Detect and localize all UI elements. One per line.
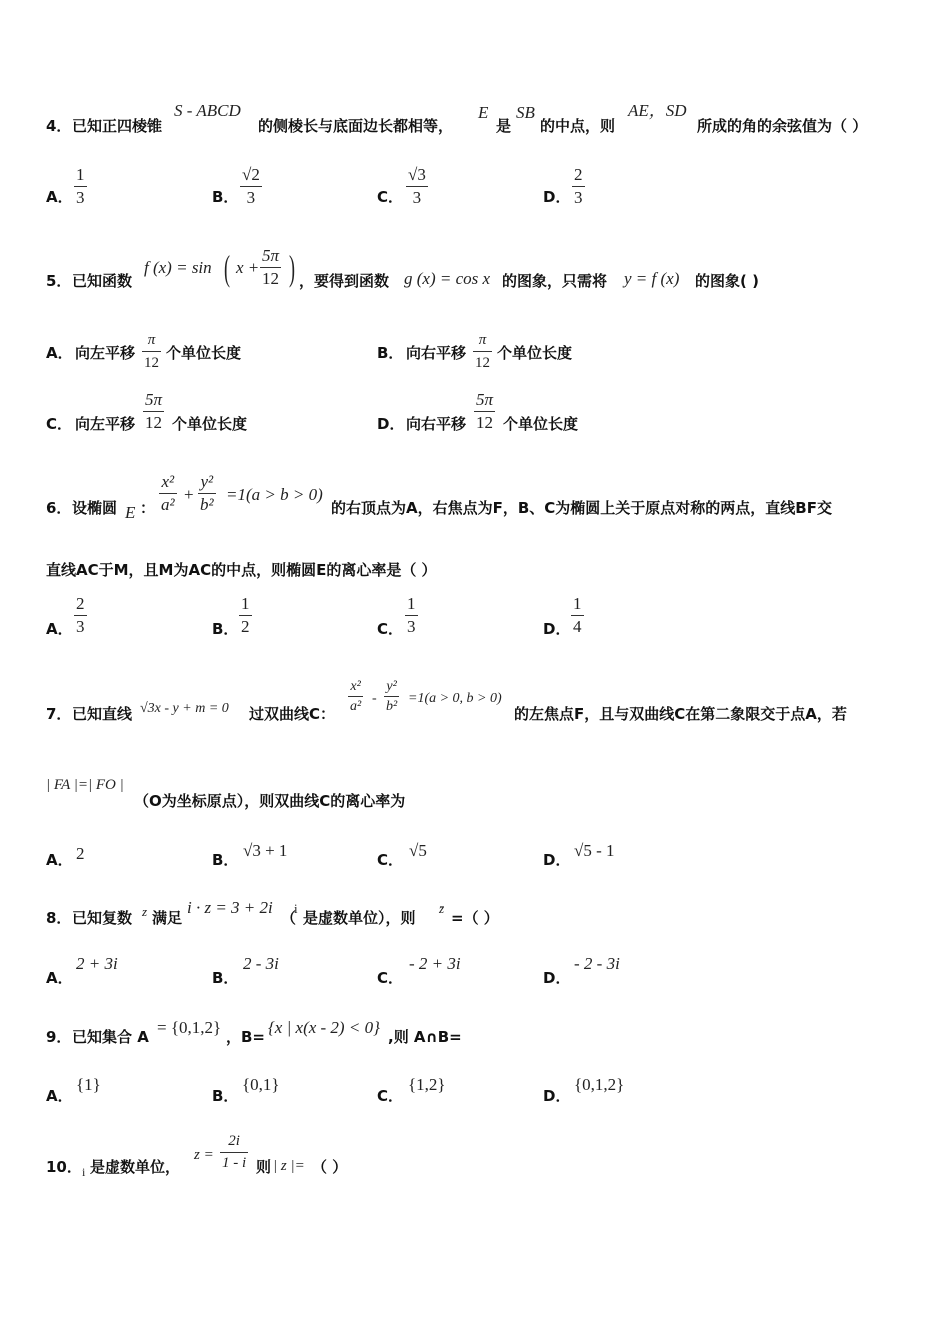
q8-number: 8． bbox=[46, 909, 72, 927]
q8-option-c-label: C． bbox=[377, 969, 404, 987]
q4-number: 4． bbox=[46, 117, 72, 135]
q5-text-2: ，要得到函数 bbox=[299, 272, 390, 290]
q10-text-2: 则 bbox=[256, 1158, 272, 1176]
q6-text-3: 的右顶点为A，右焦点为F，B、C为椭圆上关于原点对称的两点，直线BF交 bbox=[331, 499, 832, 517]
q7-option-b-label: B． bbox=[212, 851, 239, 869]
q6-text-4: 直线AC于M，且M为AC的中点，则椭圆E的离心率是（ ） bbox=[46, 561, 437, 579]
q4-text-5: 所成的角的余弦值为（ ） bbox=[697, 117, 868, 135]
q4-option-a-label: A． bbox=[46, 188, 73, 206]
q4-option-a-value: 1 3 bbox=[76, 165, 85, 207]
q7-option-d-value: √5 - 1 bbox=[574, 841, 615, 860]
q9-option-d-value: {0,1,2} bbox=[574, 1075, 625, 1094]
q7-math-fa-fo: | FA |=| FO | bbox=[46, 777, 124, 793]
q8-option-a-value: 2 + 3i bbox=[76, 954, 118, 973]
q7-option-c-label: C． bbox=[377, 851, 404, 869]
q5-math-y: y = f (x) bbox=[624, 269, 680, 288]
q5-option-d-label: D． bbox=[377, 415, 405, 433]
q4-math-e: E bbox=[478, 103, 489, 122]
q9-math-set-a: = {0,1,2} bbox=[157, 1018, 222, 1037]
q4-option-c-value: √3 3 bbox=[408, 165, 426, 207]
q7-option-a-value: 2 bbox=[76, 844, 85, 863]
q8-option-d-label: D． bbox=[543, 969, 571, 987]
q9-option-b-value: {0,1} bbox=[242, 1075, 280, 1094]
q8-math-zbar: z̄ bbox=[439, 901, 445, 916]
q5-option-b-fraction: π 12 bbox=[475, 332, 490, 371]
q5-option-d-post: 个单位长度 bbox=[503, 415, 579, 433]
q4-text-3: 是 bbox=[496, 117, 512, 135]
q8-text-2: 满足 bbox=[152, 909, 183, 927]
q7-text-3: 的左焦点F，且与双曲线C在第二象限交于点A，若 bbox=[514, 705, 847, 723]
q5-option-c-pre: 向左平移 bbox=[75, 415, 136, 433]
q5-math-x-plus: x + bbox=[236, 258, 260, 277]
q7-frac-y: y² b² bbox=[386, 679, 398, 714]
q5-option-c-post: 个单位长度 bbox=[172, 415, 248, 433]
q9-option-a-label: A． bbox=[46, 1087, 73, 1105]
q8-math-z: z bbox=[142, 904, 148, 919]
q9-option-a-value: {1} bbox=[76, 1075, 101, 1094]
q5-text-4: 的图象( ) bbox=[695, 272, 759, 290]
q4-math-pyramid: S - ABCD bbox=[174, 101, 241, 120]
q4-option-b-value: √2 3 bbox=[242, 165, 260, 207]
q7-frac-x: x² a² bbox=[350, 679, 362, 714]
q5-option-b-post: 个单位长度 bbox=[497, 344, 573, 362]
q5-option-c-label: C． bbox=[46, 415, 73, 433]
q9-option-b-label: B． bbox=[212, 1087, 239, 1105]
q10-math-i: i bbox=[82, 1165, 86, 1179]
q7-text-1: 已知直线 bbox=[72, 705, 133, 723]
q6-text-1: 设椭圆 bbox=[72, 499, 118, 517]
q5-math-f-sin: f (x) = sin bbox=[144, 258, 212, 277]
q9-option-c-label: C． bbox=[377, 1087, 404, 1105]
q5-paren-close: ) bbox=[289, 248, 295, 288]
q7-option-a-label: A． bbox=[46, 851, 73, 869]
q5-option-a-fraction: π 12 bbox=[144, 332, 159, 371]
q6-option-d-label: D． bbox=[543, 620, 571, 638]
q8-option-d-value: - 2 - 3i bbox=[574, 954, 620, 973]
q8-option-b-label: B． bbox=[212, 969, 239, 987]
q10-math-fraction: 2i 1 - i bbox=[222, 1133, 247, 1171]
q7-option-c-value: √5 bbox=[409, 841, 427, 860]
q10-text-1: 是虚数单位， bbox=[90, 1158, 181, 1176]
q9-text-2: ，B= bbox=[226, 1028, 266, 1046]
q5-text-3: 的图象，只需将 bbox=[502, 272, 608, 290]
q4-text-1: 已知正四棱锥 bbox=[72, 117, 163, 135]
q4-option-d-value: 2 3 bbox=[574, 165, 583, 207]
q7-option-b-value: √3 + 1 bbox=[243, 841, 288, 860]
q9-text-3: ,则 A∩B= bbox=[388, 1028, 462, 1046]
q7-math-condition: =1(a > 0, b > 0) bbox=[408, 691, 502, 706]
q10-math-z-eq: z = bbox=[194, 1147, 214, 1163]
q7-number: 7． bbox=[46, 705, 72, 723]
q6-math-e: E bbox=[125, 503, 136, 522]
q4-text-4: 的中点，则 bbox=[540, 117, 616, 135]
q7-minus: - bbox=[372, 691, 377, 706]
q6-option-c-label: C． bbox=[377, 620, 404, 638]
q4-option-c-label: C． bbox=[377, 188, 404, 206]
q8-option-a-label: A． bbox=[46, 969, 73, 987]
q8-option-b-value: 2 - 3i bbox=[243, 954, 279, 973]
q5-paren-open: ( bbox=[224, 248, 230, 288]
q6-math-condition: =1(a > b > 0) bbox=[226, 485, 323, 504]
q8-text-4: 是虚数单位），则 bbox=[303, 909, 416, 927]
q8-option-c-value: - 2 + 3i bbox=[409, 954, 461, 973]
q7-math-line: √3x - y + m = 0 bbox=[140, 701, 229, 716]
q6-option-d-value: 1 4 bbox=[573, 594, 582, 636]
q6-option-c-value: 1 3 bbox=[407, 594, 416, 636]
q7-text-4: （O为坐标原点），则双曲线C的离心率为 bbox=[134, 792, 406, 810]
q9-number: 9． bbox=[46, 1028, 72, 1046]
q9-math-set-b: {x | x(x - 2) < 0} bbox=[268, 1018, 380, 1037]
q6-option-a-label: A． bbox=[46, 620, 73, 638]
q4-math-ae-sd: AE，SD bbox=[628, 101, 687, 120]
q6-option-b-label: B． bbox=[212, 620, 239, 638]
q5-option-a-pre: 向左平移 bbox=[75, 344, 136, 362]
q5-math-fraction: 5π 12 bbox=[262, 246, 280, 288]
q5-option-d-fraction: 5π 12 bbox=[476, 390, 494, 432]
q5-number: 5． bbox=[46, 272, 72, 290]
q8-text-3: （ bbox=[281, 909, 297, 927]
q8-text-1: 已知复数 bbox=[72, 909, 133, 927]
q5-option-b-label: B． bbox=[377, 344, 404, 362]
q5-text-1: 已知函数 bbox=[72, 272, 133, 290]
q7-text-2: 过双曲线C： bbox=[249, 705, 336, 723]
q5-option-d-pre: 向右平移 bbox=[406, 415, 467, 433]
q10-text-3: （ ） bbox=[312, 1158, 348, 1176]
q5-option-b-pre: 向右平移 bbox=[406, 344, 467, 362]
q4-option-b-label: B． bbox=[212, 188, 239, 206]
q9-option-c-value: {1,2} bbox=[408, 1075, 446, 1094]
q6-frac-y: y² b² bbox=[200, 472, 214, 514]
q7-option-d-label: D． bbox=[543, 851, 571, 869]
q4-option-d-label: D． bbox=[543, 188, 571, 206]
q8-text-5: =（ ） bbox=[451, 909, 499, 927]
q10-math-modulus: | z |= bbox=[273, 1158, 305, 1174]
q5-option-c-fraction: 5π 12 bbox=[145, 390, 163, 432]
q5-math-g: g (x) = cos x bbox=[404, 269, 491, 288]
q8-math-equation: i · z = 3 + 2i bbox=[187, 898, 273, 917]
q6-option-b-value: 1 2 bbox=[241, 594, 250, 636]
q6-option-a-value: 2 3 bbox=[76, 594, 85, 636]
q6-number: 6． bbox=[46, 499, 72, 517]
q4-text-2: 的侧棱长与底面边长都相等， bbox=[258, 117, 454, 135]
q9-text-1: 已知集合 A bbox=[72, 1028, 149, 1046]
q9-option-d-label: D． bbox=[543, 1087, 571, 1105]
q4-math-sb: SB bbox=[516, 103, 535, 122]
q6-text-2: ： bbox=[140, 499, 156, 517]
q5-option-a-post: 个单位长度 bbox=[166, 344, 242, 362]
q6-plus: + bbox=[184, 485, 194, 504]
q8-math-i: i bbox=[294, 901, 298, 916]
q5-option-a-label: A． bbox=[46, 344, 73, 362]
q6-frac-x: x² a² bbox=[161, 472, 175, 514]
q10-number: 10． bbox=[46, 1158, 82, 1176]
